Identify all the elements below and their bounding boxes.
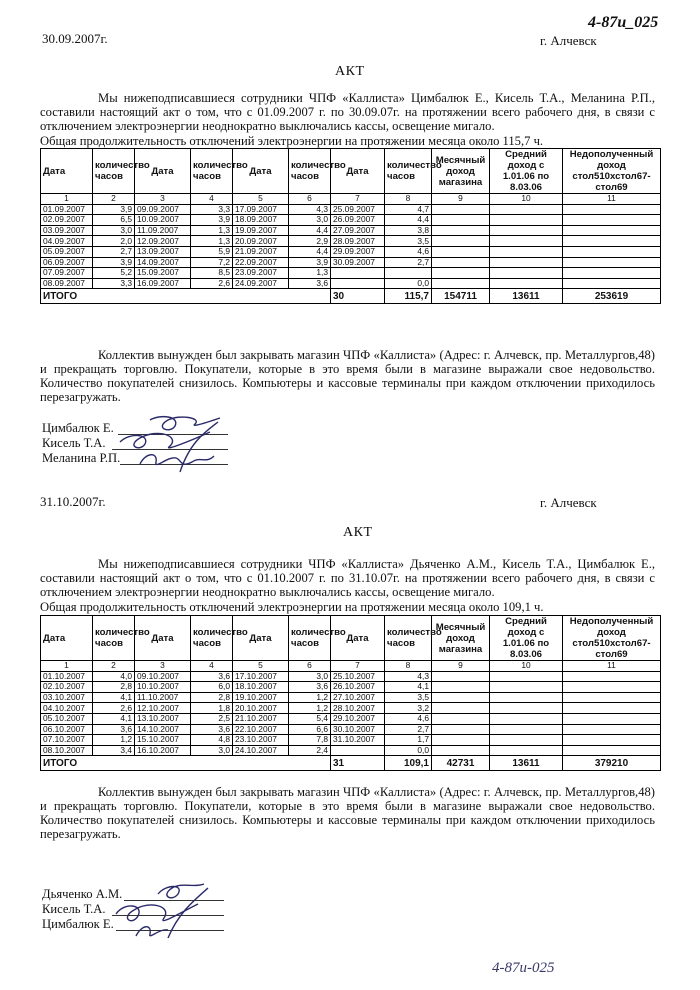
act2-date: 31.10.2007г. (40, 494, 106, 509)
colnum-cell: 5 (233, 194, 289, 205)
table-cell: 5,2 (93, 268, 135, 279)
table-cell (432, 713, 490, 724)
table-cell: 23.10.2007 (233, 735, 289, 746)
colnum-cell: 8 (385, 661, 432, 672)
table-cell: 2,7 (385, 724, 432, 735)
table-row (41, 225, 661, 236)
table-cell (432, 246, 490, 257)
table-cell: 4,1 (385, 682, 432, 693)
table-cell: 22.09.2007 (233, 257, 289, 268)
table-cell: 25.09.2007 (331, 204, 385, 215)
header-cell: Дата (331, 149, 385, 194)
table-cell: 2,0 (93, 236, 135, 247)
table-cell: 2,7 (93, 246, 135, 257)
table-cell: 12.10.2007 (135, 703, 191, 714)
table-cell: 5,9 (191, 246, 233, 257)
table-cell: 27.09.2007 (331, 225, 385, 236)
act1-title: АКТ (335, 64, 365, 79)
act2-signatures-image (108, 880, 228, 942)
table-cell: 3,3 (191, 204, 233, 215)
table-cell: 0,0 (385, 278, 432, 289)
act1-date: 30.09.2007г. (42, 31, 108, 46)
table-cell: 2,5 (191, 713, 233, 724)
table-cell: 4,3 (289, 204, 331, 215)
table-cell (432, 236, 490, 247)
table-cell: 5,4 (289, 713, 331, 724)
table-header-row (41, 149, 661, 194)
header-cell: Месячный доход магазина (432, 616, 490, 661)
table-cell: 3,5 (385, 692, 432, 703)
table-cell: 2,4 (289, 745, 331, 756)
total-label: ИТОГО (41, 289, 331, 304)
table-cell: 29.10.2007 (331, 713, 385, 724)
table-cell: 24.10.2007 (233, 745, 289, 756)
table-cell: 6,5 (93, 215, 135, 226)
table-cell: 7,8 (289, 735, 331, 746)
table-colnum-row (41, 194, 661, 205)
colnum-cell: 2 (93, 194, 135, 205)
table-cell: 30.10.2007 (331, 724, 385, 735)
colnum-cell: 9 (432, 194, 490, 205)
table-cell: 18.10.2007 (233, 682, 289, 693)
table-cell: 26.09.2007 (331, 215, 385, 226)
act1-outage-table (40, 148, 661, 304)
colnum-cell: 3 (135, 661, 191, 672)
table-cell: 04.10.2007 (41, 703, 93, 714)
table-cell: 2,6 (93, 703, 135, 714)
table-cell: 1,3 (191, 225, 233, 236)
table-total-row (41, 289, 661, 304)
colnum-cell: 7 (331, 661, 385, 672)
signer-name: Меланина Р.П. (42, 451, 121, 465)
header-cell: Месячный доход магазина (432, 149, 490, 194)
table-cell (432, 278, 490, 289)
header-cell: Дата (233, 616, 289, 661)
table-cell (432, 724, 490, 735)
table-cell: 21.10.2007 (233, 713, 289, 724)
table-cell (432, 692, 490, 703)
table-cell: 3,4 (93, 745, 135, 756)
table-cell: 19.09.2007 (233, 225, 289, 236)
table-cell (563, 713, 661, 724)
table-cell: 10.10.2007 (135, 682, 191, 693)
table-cell: 4,4 (289, 246, 331, 257)
total-hours: 109,1 (385, 756, 432, 771)
table-cell: 29.09.2007 (331, 246, 385, 257)
table-cell (432, 204, 490, 215)
table-cell: 1,2 (289, 703, 331, 714)
table-cell: 07.10.2007 (41, 735, 93, 746)
table-cell: 3,0 (289, 215, 331, 226)
table-cell: 3,0 (289, 671, 331, 682)
colnum-cell: 1 (41, 661, 93, 672)
table-cell (385, 268, 432, 279)
table-cell: 4,1 (93, 692, 135, 703)
table-cell (490, 703, 563, 714)
table-cell: 2,7 (385, 257, 432, 268)
table-cell (563, 278, 661, 289)
table-cell (490, 724, 563, 735)
table-cell: 1,7 (385, 735, 432, 746)
act2-total-duration: Общая продолжительность отключений электроэнергии на протяжении месяца около 109,1 ч. (40, 600, 544, 614)
table-cell: 3,6 (289, 278, 331, 289)
table-colnum-row (41, 661, 661, 672)
table-cell: 28.09.2007 (331, 236, 385, 247)
colnum-cell: 9 (432, 661, 490, 672)
total-hours: 115,7 (385, 289, 432, 304)
table-cell: 18.09.2007 (233, 215, 289, 226)
table-cell: 26.10.2007 (331, 682, 385, 693)
act2-title: АКТ (343, 525, 373, 540)
table-cell: 3,3 (93, 278, 135, 289)
table-cell: 13.10.2007 (135, 713, 191, 724)
colnum-cell: 6 (289, 661, 331, 672)
act2-outage-table (40, 615, 661, 771)
table-cell (563, 692, 661, 703)
header-cell: Дата (41, 616, 93, 661)
table-cell: 2,8 (191, 692, 233, 703)
header-cell: Дата (331, 616, 385, 661)
total-average-income: 13611 (490, 756, 563, 771)
table-cell: 3,6 (93, 724, 135, 735)
table-cell (490, 278, 563, 289)
table-cell: 3,9 (93, 204, 135, 215)
table-cell (563, 724, 661, 735)
act2-closing: Коллектив вынужден был закрывать магазин ЧПФ «Каллиста» (Адрес: г. Алчевск, пр. Металлургов,48) и прекращать торговлю. Покупатели, которые в это время были в магазине выражали свое недовольство. Количество покупателей снизилось. Компьютеры и кассовые терминалы при каждом отключении приходилось перезагружать. (40, 785, 655, 841)
table-cell (432, 257, 490, 268)
table-cell: 3,9 (289, 257, 331, 268)
table-cell (563, 246, 661, 257)
table-cell: 1,3 (191, 236, 233, 247)
header-cell: Средний доход с 1.01.06 по 8.03.06 (490, 616, 563, 661)
table-cell (490, 692, 563, 703)
table-cell: 15.10.2007 (135, 735, 191, 746)
table-cell: 08.09.2007 (41, 278, 93, 289)
act2-city: г. Алчевск (540, 495, 597, 510)
table-cell: 3,0 (191, 745, 233, 756)
header-cell: количество часов (191, 616, 233, 661)
table-cell: 15.09.2007 (135, 268, 191, 279)
table-cell: 04.09.2007 (41, 236, 93, 247)
table-cell: 4,1 (93, 713, 135, 724)
act1-intro: Мы нижеподписавшиеся сотрудники ЧПФ «Каллиста» Цимбалюк Е., Кисель Т.А., Меланина Р.П., составили настоящий акт о том, что с 01.09.2007 г. по 30.09.07г. на протяжении всего рабочего дня, в связи с отключением электроэнергии неоднократно выключались кассы, освещение мигало. (40, 91, 655, 133)
table-cell: 4,3 (385, 671, 432, 682)
table-row (41, 278, 661, 289)
table-cell (563, 225, 661, 236)
table-cell: 28.10.2007 (331, 703, 385, 714)
header-cell: Дата (135, 149, 191, 194)
table-cell: 3,9 (93, 257, 135, 268)
table-cell: 2,9 (289, 236, 331, 247)
header-cell: количество часов (385, 149, 432, 194)
colnum-cell: 6 (289, 194, 331, 205)
header-cell: Недополученный доход стол510хстол67-стол69 (563, 149, 661, 194)
table-row (41, 724, 661, 735)
table-cell: 11.10.2007 (135, 692, 191, 703)
table-total-row (41, 756, 661, 771)
table-cell (490, 268, 563, 279)
table-cell (563, 745, 661, 756)
act1-signers (42, 421, 120, 466)
table-cell: 4,6 (385, 246, 432, 257)
table-cell: 21.09.2007 (233, 246, 289, 257)
table-cell: 10.09.2007 (135, 215, 191, 226)
header-cell: количество часов (289, 149, 331, 194)
colnum-cell: 5 (233, 661, 289, 672)
table-cell: 16.09.2007 (135, 278, 191, 289)
table-cell (432, 671, 490, 682)
table-cell (331, 745, 385, 756)
table-cell: 31.10.2007 (331, 735, 385, 746)
total-monthly-income: 154711 (432, 289, 490, 304)
header-cell: количество часов (289, 616, 331, 661)
table-cell (432, 682, 490, 693)
table-cell: 11.09.2007 (135, 225, 191, 236)
table-cell: 3,6 (191, 724, 233, 735)
signer-name: Кисель Т.А. (42, 902, 106, 916)
table-cell (563, 257, 661, 268)
table-cell (490, 671, 563, 682)
table-cell: 3,0 (93, 225, 135, 236)
header-cell: количество часов (385, 616, 432, 661)
table-cell (563, 236, 661, 247)
signer-name: Дьяченко А.М. (42, 887, 123, 901)
table-cell: 2,8 (93, 682, 135, 693)
table-header-row (41, 616, 661, 661)
table-cell: 20.10.2007 (233, 703, 289, 714)
table-cell: 01.10.2007 (41, 671, 93, 682)
table-cell: 19.10.2007 (233, 692, 289, 703)
table-cell: 3,9 (191, 215, 233, 226)
header-cell: Дата (233, 149, 289, 194)
table-row (41, 215, 661, 226)
total-average-income: 13611 (490, 289, 563, 304)
signer-name: Цимбалюк Е. (42, 421, 114, 435)
table-cell (432, 215, 490, 226)
table-cell: 2,6 (191, 278, 233, 289)
table-cell (490, 257, 563, 268)
table-cell: 01.09.2007 (41, 204, 93, 215)
table-cell: 3,6 (289, 682, 331, 693)
table-cell: 17.10.2007 (233, 671, 289, 682)
header-cell: Недополученный доход стол510хстол67-стол69 (563, 616, 661, 661)
table-cell (490, 745, 563, 756)
table-cell: 25.10.2007 (331, 671, 385, 682)
table-cell (432, 225, 490, 236)
colnum-cell: 1 (41, 194, 93, 205)
colnum-cell: 10 (490, 194, 563, 205)
header-cell: количество часов (93, 616, 135, 661)
table-cell: 4,4 (385, 215, 432, 226)
table-cell: 3,2 (385, 703, 432, 714)
table-cell: 05.10.2007 (41, 713, 93, 724)
total-lost-income: 253619 (563, 289, 661, 304)
table-cell: 06.10.2007 (41, 724, 93, 735)
table-cell: 03.09.2007 (41, 225, 93, 236)
table-cell: 22.10.2007 (233, 724, 289, 735)
table-cell: 6,0 (191, 682, 233, 693)
table-cell: 30.09.2007 (331, 257, 385, 268)
table-cell: 27.10.2007 (331, 692, 385, 703)
table-row (41, 703, 661, 714)
table-cell (490, 225, 563, 236)
header-cell: количество часов (93, 149, 135, 194)
table-row (41, 236, 661, 247)
table-cell: 7,2 (191, 257, 233, 268)
act1-city: г. Алчевск (540, 33, 597, 48)
document-id-bottom: 4-87и-025 (492, 960, 555, 976)
table-cell: 08.10.2007 (41, 745, 93, 756)
act1-closing: Коллектив вынужден был закрывать магазин ЧПФ «Каллиста» (Адрес: г. Алчевск, пр. Металлургов,48) и прекращать торговлю. Покупатели, которые в это время были в магазине выражали свое недовольство. Количество покупателей снизилось. Компьютеры и кассовые терминалы при каждом отключении приходилось перезагружать. (40, 348, 655, 404)
colnum-cell: 4 (191, 194, 233, 205)
table-cell: 4,7 (385, 204, 432, 215)
table-cell: 02.09.2007 (41, 215, 93, 226)
table-cell: 1,2 (289, 692, 331, 703)
colnum-cell: 11 (563, 661, 661, 672)
table-cell (563, 671, 661, 682)
table-cell: 4,0 (93, 671, 135, 682)
header-cell: количество часов (191, 149, 233, 194)
colnum-cell: 2 (93, 661, 135, 672)
table-cell (563, 268, 661, 279)
table-cell: 4,8 (191, 735, 233, 746)
table-row (41, 268, 661, 279)
colnum-cell: 4 (191, 661, 233, 672)
table-cell: 6,6 (289, 724, 331, 735)
document-id-top: 4-87и_025 (588, 14, 659, 31)
table-cell (432, 268, 490, 279)
table-cell (490, 204, 563, 215)
table-row (41, 745, 661, 756)
act1-signatures-image (110, 412, 240, 474)
table-cell: 09.10.2007 (135, 671, 191, 682)
table-row (41, 692, 661, 703)
table-cell: 4,4 (289, 225, 331, 236)
signer-name: Кисель Т.А. (42, 436, 106, 450)
table-cell (490, 246, 563, 257)
colnum-cell: 7 (331, 194, 385, 205)
table-row (41, 682, 661, 693)
table-cell: 02.10.2007 (41, 682, 93, 693)
table-cell (432, 745, 490, 756)
table-cell: 1,2 (93, 735, 135, 746)
table-cell: 3,8 (385, 225, 432, 236)
table-cell (563, 682, 661, 693)
table-cell (432, 735, 490, 746)
table-cell: 1,8 (191, 703, 233, 714)
table-cell (490, 735, 563, 746)
total-monthly-income: 42731 (432, 756, 490, 771)
header-cell: Дата (135, 616, 191, 661)
colnum-cell: 8 (385, 194, 432, 205)
table-cell: 4,6 (385, 713, 432, 724)
table-cell: 17.09.2007 (233, 204, 289, 215)
table-cell (563, 703, 661, 714)
table-cell: 23.09.2007 (233, 268, 289, 279)
total-days: 31 (331, 756, 385, 771)
table-row (41, 246, 661, 257)
table-cell (563, 215, 661, 226)
colnum-cell: 3 (135, 194, 191, 205)
table-cell: 16.10.2007 (135, 745, 191, 756)
signer-name: Цимбалюк Е. (42, 917, 114, 931)
table-cell (490, 215, 563, 226)
table-row (41, 257, 661, 268)
table-row (41, 671, 661, 682)
table-cell: 09.09.2007 (135, 204, 191, 215)
act2-intro: Мы нижеподписавшиеся сотрудники ЧПФ «Каллиста» Дьяченко А.М., Кисель Т.А., Цимбалюк Е., составили настоящий акт о том, что с 01.10.2007 г. по 31.10.07г. на протяжении всего рабочего дня, в связи с отключением электроэнергии неоднократно выключались кассы, освещение мигало. (40, 557, 655, 599)
colnum-cell: 10 (490, 661, 563, 672)
act1-total-duration: Общая продолжительность отключений электроэнергии на протяжении месяца около 115,7 ч. (40, 134, 544, 148)
table-cell: 8,5 (191, 268, 233, 279)
table-cell: 03.10.2007 (41, 692, 93, 703)
table-cell (331, 278, 385, 289)
table-cell: 14.10.2007 (135, 724, 191, 735)
table-cell: 3,5 (385, 236, 432, 247)
header-cell: Средний доход с 1.01.06 по 8.03.06 (490, 149, 563, 194)
table-cell: 06.09.2007 (41, 257, 93, 268)
table-cell: 07.09.2007 (41, 268, 93, 279)
table-cell (331, 268, 385, 279)
total-label: ИТОГО (41, 756, 331, 771)
table-cell (490, 236, 563, 247)
table-cell: 14.09.2007 (135, 257, 191, 268)
table-cell (563, 204, 661, 215)
total-days: 30 (331, 289, 385, 304)
colnum-cell: 11 (563, 194, 661, 205)
table-cell (432, 703, 490, 714)
table-cell: 05.09.2007 (41, 246, 93, 257)
header-cell: Дата (41, 149, 93, 194)
table-row (41, 204, 661, 215)
table-cell: 20.09.2007 (233, 236, 289, 247)
table-cell: 24.09.2007 (233, 278, 289, 289)
table-cell (490, 713, 563, 724)
table-row (41, 713, 661, 724)
table-cell: 12.09.2007 (135, 236, 191, 247)
total-lost-income: 379210 (563, 756, 661, 771)
table-cell (490, 682, 563, 693)
table-cell: 13.09.2007 (135, 246, 191, 257)
table-cell: 1,3 (289, 268, 331, 279)
table-cell: 0,0 (385, 745, 432, 756)
table-cell (563, 735, 661, 746)
table-cell: 3,6 (191, 671, 233, 682)
table-row (41, 735, 661, 746)
